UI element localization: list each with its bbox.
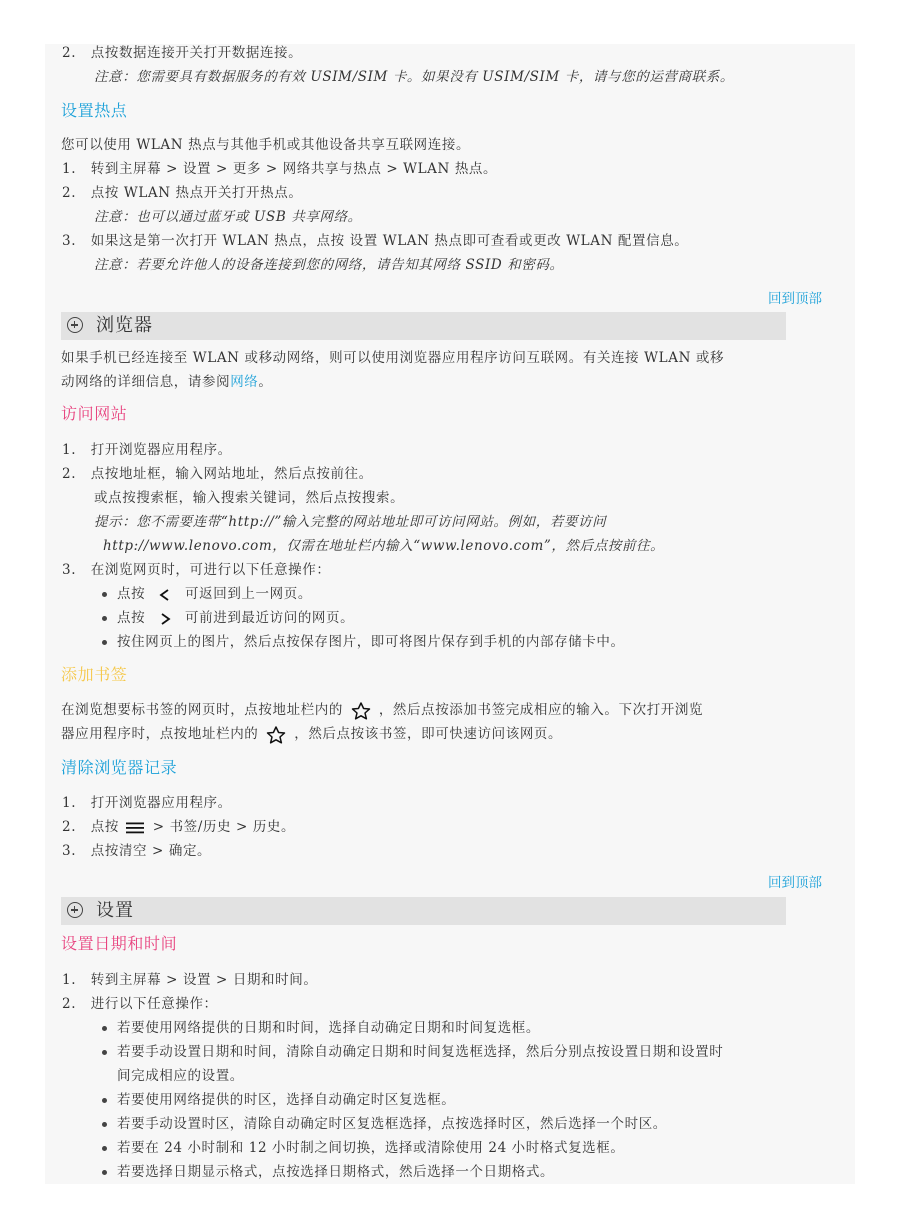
hotspot-intro: 您可以使用 WLAN 热点与其他手机或其他设备共享互联网连接。 bbox=[61, 137, 471, 153]
visit-tip-line-1: 提示：您不需要连带“http://”输入完整的网站地址即可访问网站。例如，若要访问 bbox=[94, 514, 607, 530]
back-chevron-icon bbox=[150, 587, 180, 603]
visit-tip-line-2: http://www.lenovo.com，仅需在地址栏内输入“www.lenovo.com”，然后点按前往。 bbox=[103, 538, 665, 554]
heading-add-bookmark: 添加书签 bbox=[61, 665, 128, 684]
datetime-bullet-1: 若要使用网络提供的日期和时间，选择自动确定日期和时间复选框。 bbox=[117, 1020, 540, 1036]
network-link[interactable]: 网络 bbox=[230, 374, 259, 390]
bookmark-line-2: 器应用程序时，点按地址栏内的 ，然后点按该书签，即可快速访问该网页。 bbox=[61, 726, 563, 742]
heading-clear-history: 清除浏览器记录 bbox=[61, 758, 178, 777]
clear-step-3: 3. 点按清空 > 确定。 bbox=[62, 843, 212, 859]
datetime-bullet-2: 若要手动设置日期和时间，清除自动确定日期和时间复选框选择，然后分别点按设置日期和设置时 bbox=[117, 1044, 724, 1060]
bullet-dot bbox=[102, 1122, 107, 1127]
visit-step-2-alt: 或点按搜索框，输入搜索关键词，然后点按搜索。 bbox=[94, 490, 405, 506]
bullet-back: 点按 可返回到上一网页。 bbox=[117, 586, 312, 602]
bullet-dot bbox=[102, 1026, 107, 1031]
heading-date-time: 设置日期和时间 bbox=[61, 934, 178, 953]
hotspot-step-1: 1. 转到主屏幕 > 设置 > 更多 > 网络共享与热点 > WLAN 热点。 bbox=[62, 161, 498, 177]
plus-circle-icon bbox=[67, 902, 83, 918]
datetime-bullet-6: 若要选择日期显示格式，点按选择日期格式，然后选择一个日期格式。 bbox=[117, 1164, 555, 1180]
datetime-bullet-5: 若要在 24 小时制和 12 小时制之间切换，选择或清除使用 24 小时格式复选框。 bbox=[117, 1140, 625, 1156]
settings-step-1: 1. 转到主屏幕 > 设置 > 日期和时间。 bbox=[62, 972, 318, 988]
visit-step-1: 1. 打开浏览器应用程序。 bbox=[62, 442, 232, 458]
bullet-dot bbox=[102, 616, 107, 621]
section-band-settings bbox=[61, 897, 786, 925]
star-icon bbox=[263, 726, 289, 744]
star-icon bbox=[348, 702, 374, 720]
browser-intro-line-2: 动网络的详细信息，请参阅网络。 bbox=[61, 374, 273, 390]
bookmark-line-1: 在浏览想要标书签的网页时，点按地址栏内的 ，然后点按添加书签完成相应的输入。下次打开浏览 bbox=[61, 702, 704, 718]
heading-hotspot: 设置热点 bbox=[61, 101, 128, 120]
heading-visit-website: 访问网站 bbox=[61, 404, 128, 423]
settings-step-2: 2. 进行以下任意操作： bbox=[62, 996, 218, 1012]
datetime-bullet-2-cont: 间完成相应的设置。 bbox=[117, 1068, 244, 1084]
menu-icon bbox=[124, 821, 148, 835]
bullet-dot bbox=[102, 1170, 107, 1175]
bullet-dot bbox=[102, 1146, 107, 1151]
forward-chevron-icon bbox=[150, 611, 180, 627]
bullet-dot bbox=[102, 592, 107, 597]
bullet-dot bbox=[102, 640, 107, 645]
back-to-top-link[interactable]: 回到顶部 bbox=[768, 875, 822, 891]
bullet-dot bbox=[102, 1098, 107, 1103]
datetime-bullet-4: 若要手动设置时区，清除自动确定时区复选框选择，点按选择时区，然后选择一个时区。 bbox=[117, 1116, 667, 1132]
datetime-bullet-3: 若要使用网络提供的时区，选择自动确定时区复选框。 bbox=[117, 1092, 456, 1108]
clear-step-1: 1. 打开浏览器应用程序。 bbox=[62, 795, 232, 811]
document-page bbox=[45, 44, 855, 1184]
note-usim: 注意：您需要具有数据服务的有效 USIM/SIM 卡。如果没有 USIM/SIM 卡，请与您的运营商联系。 bbox=[94, 69, 734, 85]
step-2-data: 2. 点按数据连接开关打开数据连接。 bbox=[62, 45, 303, 61]
section-title-browser: 浏览器 bbox=[96, 315, 153, 336]
visit-step-3: 3. 在浏览网页时，可进行以下任意操作： bbox=[62, 562, 331, 578]
bullet-forward: 点按 可前进到最近访问的网页。 bbox=[117, 610, 355, 626]
hotspot-note-2: 注意：也可以通过蓝牙或 USB 共享网络。 bbox=[94, 209, 362, 225]
browser-intro-line-1: 如果手机已经连接至 WLAN 或移动网络，则可以使用浏览器应用程序访问互联网。有关连接 WLAN 或移 bbox=[61, 350, 725, 366]
visit-step-2: 2. 点按地址框，输入网站地址，然后点按前往。 bbox=[62, 466, 373, 482]
plus-circle-icon bbox=[67, 317, 83, 333]
clear-step-2: 2. 点按 > 书签/历史 > 历史。 bbox=[62, 819, 296, 835]
bullet-dot bbox=[102, 1050, 107, 1055]
section-title-settings: 设置 bbox=[96, 900, 134, 921]
back-to-top-link[interactable]: 回到顶部 bbox=[768, 291, 822, 307]
bullet-save-image: 按住网页上的图片，然后点按保存图片，即可将图片保存到手机的内部存储卡中。 bbox=[117, 634, 625, 650]
section-band-browser bbox=[61, 312, 786, 340]
hotspot-note-3: 注意：若要允许他人的设备连接到您的网络，请告知其网络 SSID 和密码。 bbox=[94, 257, 564, 273]
hotspot-step-2: 2. 点按 WLAN 热点开关打开热点。 bbox=[62, 185, 303, 201]
hotspot-step-3: 3. 如果这是第一次打开 WLAN 热点，点按 设置 WLAN 热点即可查看或更改 WLAN 配置信息。 bbox=[62, 233, 689, 249]
